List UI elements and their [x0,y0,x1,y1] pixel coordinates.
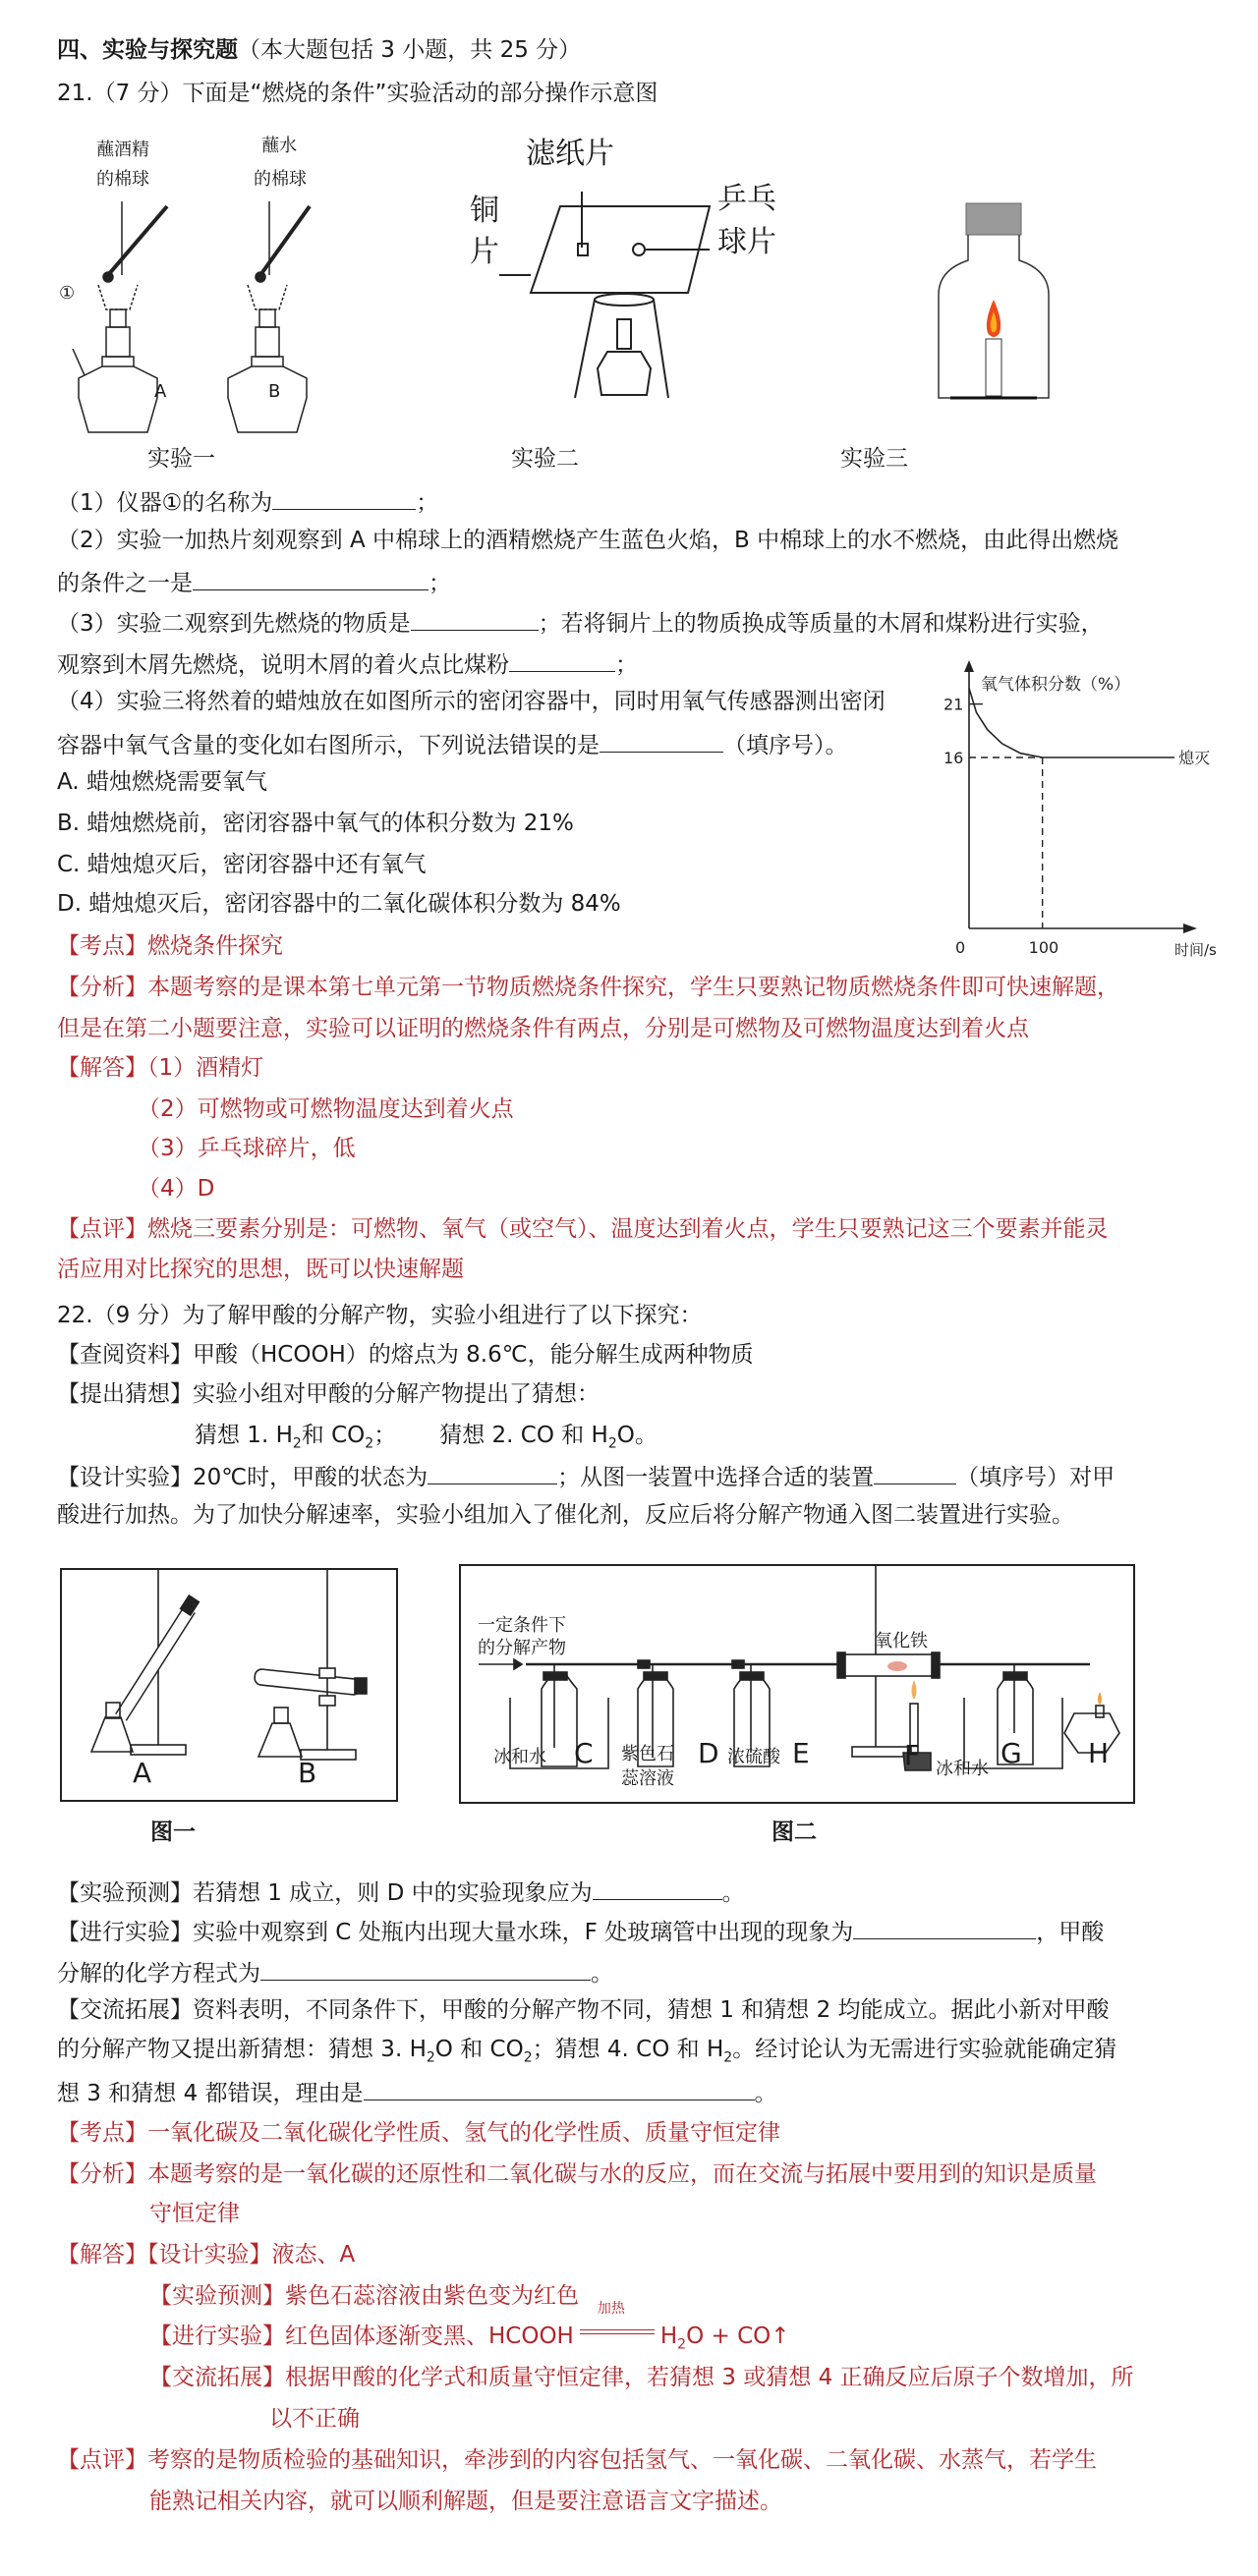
kaodian-text: 一氧化碳及二氧化碳化学性质、氢气的化学性质、质量守恒定律 [147,2120,780,2146]
exp2-pingpong-label-2: 球片 [717,225,776,259]
alcohol-lamp-a [73,201,167,432]
q22-jieda-yuce [149,2281,579,2311]
q21-part1-text: （1）仪器①的名称为 [57,490,273,516]
punct: ； [429,571,451,596]
q22-jiaoliu-3 [57,2076,777,2108]
kaodian-tag: 【考点】 [57,933,147,959]
q22-jieda-jiaoliu-1 [149,2363,1134,2392]
bottle-d-label: D [698,1737,719,1769]
jiaoliu-text-2d: 。经讨论认为无需进行实验就能确定猜 [732,2037,1117,2062]
lamp-h-label: H [1088,1737,1110,1769]
jinxing-text-b: ，甲酸 [1036,1920,1105,1945]
exp2-tripod-diagram [491,177,717,403]
fenxi-text: 本题考察的是一氧化碳的还原性和二氧化碳与水的反应，而在交流与拓展中要用到的知识是质量 [147,2161,1097,2187]
bottle-c-label: C [574,1737,594,1769]
sheji-text-b: ；从图一装置中选择合适的装置 [557,1465,875,1490]
fenxi-text: 本题考察的是课本第七单元第一节物质燃烧条件探究，学生只要熟记物质燃烧条件即可快速解题， [147,975,1119,1000]
figure-1-caption: 图一 [150,1820,196,1845]
ice-water-g-label: 冰和水 [936,1759,989,1779]
q22-dianping-2: 能熟记相关内容，就可以顺利解题，但是要注意语言文字描述。 [149,2489,782,2514]
answer-blank[interactable] [853,1915,1036,1939]
exp3-sealed-bottle-diagram [929,201,1057,408]
dianping-text: 考察的是物质检验的基础知识，牵涉到的内容包括氢气、一氧化碳、二氧化碳、水蒸气，若学生 [147,2447,1097,2473]
jinxing-text: 实验中观察到 C 处瓶内出现大量水珠，F 处玻璃管中出现的现象为 [193,1920,854,1945]
jiaoliu-text-2a: 的分解产物又提出新猜想：猜想 3. H [57,2037,427,2062]
fenxi-tag: 【分析】 [57,2161,147,2187]
subscript: 2 [365,1435,374,1452]
burner-flame-icon [912,1680,917,1700]
option-c: C. 蜡烛熄灭后，密闭容器中还有氧气 [57,852,427,877]
q21-part3-text-c: 观察到木屑先燃烧，说明木屑的着火点比煤粉 [57,652,509,678]
answer-blank[interactable] [411,606,539,631]
punct: 。 [754,2081,777,2106]
chayue-tag: 【查阅资料】 [57,1342,193,1368]
exp2-filter-paper-label: 滤纸片 [526,137,614,171]
oxygen-series-line [969,688,1174,757]
q22-jieda-jinxing [149,2301,790,2353]
jiaoliu-text-2b: O 和 CO [434,2037,524,2062]
yuce-text: 若猜想 1 成立，则 D 中的实验现象应为 [193,1880,593,1906]
q22-jiaoliu-1 [57,1995,1110,2025]
sulfuric-acid-label: 浓硫酸 [727,1747,780,1767]
y-tick-16: 16 [944,749,964,767]
jiaoliu-text: 资料表明，不同条件下，甲酸的分解产物不同，猜想 1 和猜想 2 均能成立。据此小新对甲酸 [193,1997,1110,2023]
q21-part1 [57,485,438,518]
bottle-g-label: G [1001,1737,1022,1769]
sheji-text-c: （填序号）对甲 [956,1465,1115,1490]
q21-part2-line2 [57,566,451,598]
exp2-copper-label-2: 片 [470,235,499,269]
bottle-e-label: E [792,1737,810,1769]
jieda-tag: 【解答】 [57,2242,147,2268]
exp1-circle-one: ① [59,283,76,304]
reaction-arrow [580,2301,655,2343]
punct: 。 [721,1880,745,1906]
subscript: 2 [523,2049,533,2066]
inlet-label-2: 的分解产物 [478,1638,566,1658]
kaodian-text: 燃烧条件探究 [147,933,283,959]
q21-part2-text: 的条件之一是 [57,571,193,596]
x-axis-arrow-icon [1183,924,1197,933]
extinguish-annotation: 熄灭 [1178,749,1211,767]
answer-2: （2）可燃物或可燃物温度达到着火点 [138,1096,514,1122]
guess1-text-b: 和 CO [301,1423,366,1448]
q21-kaodian [57,931,283,961]
guess2-text-b: O。 [616,1423,658,1448]
litmus-label-1: 紫色石 [621,1744,674,1764]
figure-1-label-a: A [133,1757,152,1789]
subscript: 2 [292,1435,302,1452]
caption-exp3: 实验三 [840,446,908,472]
q22-sheji-line2: 酸进行加热。为了加快分解速率，实验小组加入了催化剂，反应后将分解产物通入图二装置进行实验。 [57,1502,1074,1528]
exp1-label-water: 蘸水 [261,136,297,156]
q21-stem: 21.（7 分）下面是“燃烧的条件”实验活动的部分操作示意图 [57,81,658,106]
jinxing-text-2: 分解的化学方程式为 [57,1961,260,1987]
lamp-b-label: B [268,381,281,402]
q22-guesses [195,1421,658,1450]
exp2-copper-label-1: 铜 [470,194,499,228]
option-b: B. 蜡烛燃烧前，密闭容器中氧气的体积分数为 21% [57,811,574,836]
ans-jinxing-tag: 【进行实验】 [149,2324,285,2349]
caption-exp1: 实验一 [147,446,215,472]
kaodian-tag: 【考点】 [57,2120,147,2146]
subscript: 2 [677,2336,687,2353]
tichu-tag: 【提出猜想】 [57,1381,193,1407]
answer-blank[interactable] [874,1460,956,1484]
ans-jiaoliu-text: 根据甲酸的化学式和质量守恒定律，若猜想 3 或猜想 4 正确反应后原子个数增加，所 [285,2365,1134,2390]
jieda-tag: 【解答】 [57,1055,147,1081]
answer-3: （3）乒乓球碎片，低 [138,1136,356,1161]
chayue-text: 甲酸（HCOOH）的熔点为 8.6℃，能分解生成两种物质 [193,1342,754,1368]
q22-jieda-jiaoliu-2: 以不正确 [269,2406,360,2432]
answer-blank[interactable] [428,1460,557,1484]
ans-jinxing-text: 红色固体逐渐变黑、HCOOH [285,2324,574,2349]
answer-blank[interactable] [193,566,429,590]
section-title: 四、实验与探究题 [57,37,238,63]
q22-jieda-1 [57,2240,355,2269]
q22-jiaoliu-2 [57,2035,1116,2064]
candle [986,339,1001,396]
exp2-pingpong-label-1: 乒乓 [717,182,776,216]
q21-part3-line2 [57,647,638,680]
x-tick-0: 0 [955,938,966,957]
q21-part4-text-c: （填序号）。 [723,733,848,758]
option-d: D. 蜡烛熄灭后，密闭容器中的二氧化碳体积分数为 84% [57,891,621,917]
section-heading [57,35,581,65]
exp1-label-alcohol: 蘸酒精 [96,140,149,160]
ans-jiaoliu-tag: 【交流拓展】 [149,2365,285,2390]
q22-jinxing-1 [57,1915,1104,1947]
q22-stem: 22.（9 分）为了解甲酸的分解产物，实验小组进行了以下探究： [57,1303,703,1328]
q21-part4-line1: （4）实验三将然着的蜡烛放在如图所示的密闭容器中，同时用氧气传感器测出密闭 [57,689,886,714]
subscript: 2 [426,2049,435,2066]
q21-part3-line1 [57,606,1104,639]
guess2-text: 猜想 2. CO 和 H [439,1423,608,1448]
q22-yuce [57,1876,745,1908]
fenxi-tag: 【分析】 [57,975,147,1000]
q22-kaodian [57,2118,780,2148]
ice-water-c-label: 冰和水 [493,1747,546,1767]
jinxing-tag: 【进行实验】 [57,1920,193,1945]
answer-blank[interactable] [509,647,615,672]
jiaoliu-text-3: 想 3 和猜想 4 都错误，理由是 [57,2081,364,2106]
oxygen-volume-chart [944,658,1248,963]
answer-4: （4）D [138,1176,215,1202]
punct: 。 [591,1961,613,1987]
answer-blank[interactable] [260,1956,591,1981]
q21-part4-line2 [57,728,848,760]
tube-f-label: F [904,1739,921,1771]
q22-jinxing-2 [57,1956,613,1988]
q21-part4-text: 容器中氧气含量的变化如右图所示，下列说法错误的是 [57,733,600,758]
yuce-tag: 【实验预测】 [57,1880,193,1906]
sheji-tag: 【设计实验】 [57,1465,193,1490]
ans-yuce-tag: 【实验预测】 [149,2283,285,2309]
y-tick-21: 21 [944,695,964,714]
punct: ； [373,1423,397,1448]
lamp-a-label: A [154,381,167,402]
dianping-text: 燃烧三要素分别是：可燃物、氧气（或空气）、温度达到着火点，学生只要熟记这三个要素并能灵 [147,1216,1109,1242]
iron-oxide-label: 氧化铁 [875,1631,928,1652]
q22-fenxi-1 [57,2159,1097,2189]
reaction-condition: 加热 [597,2301,625,2317]
jiaoliu-text-2c: ；猜想 4. CO 和 H [532,2037,724,2062]
ans-sheji-tag: 【设计实验】 [147,2242,272,2268]
sheji-text: 20℃时，甲酸的状态为 [193,1465,429,1490]
answer-blank[interactable] [593,1876,722,1900]
figure-1-heating-setups [62,1570,392,1796]
bottle-stopper [966,203,1021,235]
x-axis-label: 时间/s [1174,941,1217,959]
q22-dianping-1 [57,2445,1097,2475]
subscript: 2 [607,1435,617,1452]
y-axis-arrow-icon [964,660,974,672]
inlet-label-1: 一定条件下 [478,1615,566,1636]
q21-jieda-1 [57,1053,263,1083]
q22-fenxi-2: 守恒定律 [149,2201,240,2226]
guess1-text: 猜想 1. H [195,1423,293,1448]
q22-chayue [57,1340,754,1370]
jiaoliu-tag: 【交流拓展】 [57,1997,193,2023]
answer-blank[interactable] [272,485,416,510]
q21-part3-text-b: ；若将铜片上的物质换成等质量的木屑和煤粉进行实验， [538,611,1104,637]
y-axis-label: 氧气体积分数（%） [981,675,1131,695]
lamp-h-flame-icon [1098,1692,1102,1706]
ans-jinxing-product: H [659,2324,678,2349]
dianping-tag: 【点评】 [57,1216,147,1242]
option-a: A. 蜡烛燃烧需要氧气 [57,769,267,795]
section-subtitle: （本大题包括 3 小题，共 25 分） [238,37,582,63]
q21-fenxi-1 [57,973,1119,1002]
q22-sheji-line1 [57,1460,1115,1492]
q21-dianping-1 [57,1214,1109,1244]
q21-part3-text: （3）实验二观察到先燃烧的物质是 [57,611,411,637]
figure-2-caption: 图二 [772,1820,817,1845]
q22-tichu [57,1379,600,1409]
x-tick-100: 100 [1028,938,1059,957]
ans-yuce-text: 紫色石蕊溶液由紫色变为红色 [285,2283,579,2309]
ans-sheji-text: 液态、A [271,2242,356,2268]
tichu-text: 实验小组对甲酸的分解产物提出了猜想： [193,1381,600,1407]
figure-1-label-b: B [298,1757,317,1789]
answer-blank[interactable] [600,728,723,753]
ans-jinxing-product-b: O + CO↑ [686,2324,790,2349]
subscript: 2 [723,2049,733,2066]
answer-blank[interactable] [364,2076,755,2100]
answer-1: （1）酒精灯 [147,1055,264,1081]
dianping-tag: 【点评】 [57,2447,147,2473]
q21-part2-line1: （2）实验一加热片刻观察到 A 中棉球上的酒精燃烧产生蓝色火焰，B 中棉球上的水不燃烧，由此得出燃烧 [57,528,1119,553]
caption-exp2: 实验二 [511,446,579,472]
q21-dianping-2: 活应用对比探究的思想，既可以快速解题 [57,1257,464,1282]
litmus-label-2: 蕊溶液 [621,1768,674,1789]
punct: ； [416,490,439,516]
exp1-alcohol-lamps-diagram [59,187,383,393]
exp1-label-alcohol-2: 的棉球 [96,169,149,190]
punct: ； [615,652,638,678]
exp1-label-water-2: 的棉球 [254,169,307,190]
q21-fenxi-2: 但是在第二小题要注意，实验可以证明的燃烧条件有两点，分别是可燃物及可燃物温度达到着火点 [57,1016,1029,1041]
